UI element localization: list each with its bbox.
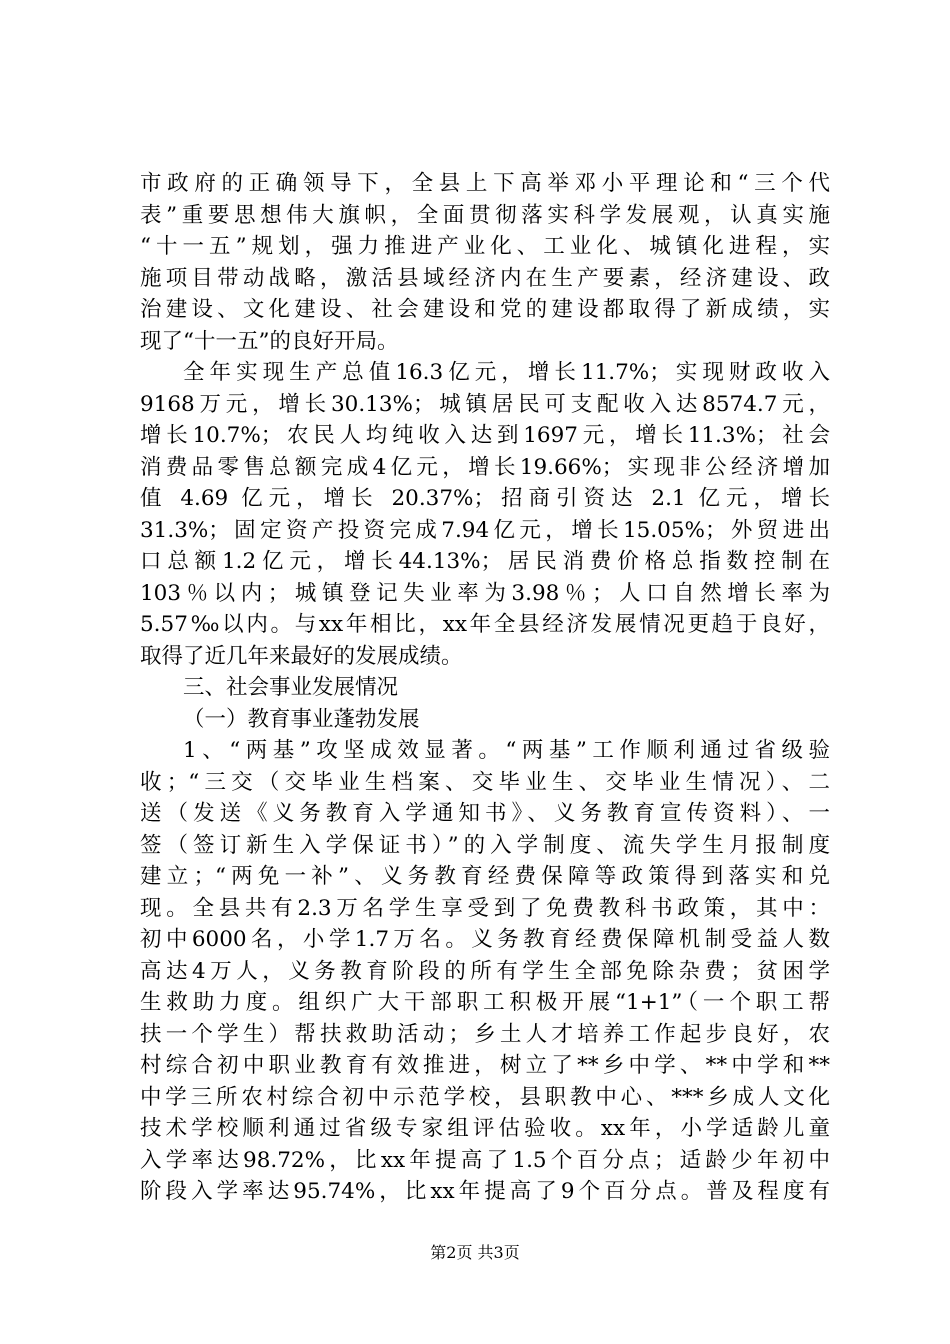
text-line: 5.57‰以内。与xx年相比，xx年全县经济发展情况更趋于良好， xyxy=(140,612,830,637)
text-line: 31.3%；固定资产投资完成7.94亿元，增长15.05%；外贸进出 xyxy=(140,517,830,543)
section-heading: 三、社会事业发展情况 xyxy=(183,675,399,700)
text-line: 值 4.69 亿元，增长 20.37%；招商引资达 2.1 亿元，增长 xyxy=(140,486,830,511)
text-line: 现了“十一五”的良好开局。 xyxy=(140,328,399,354)
text-line: 103％以内；城镇登记失业率为3.98％；人口自然增长率为 xyxy=(140,580,830,606)
text-line: 高达4万人，义务教育阶段的所有学生全部免除杂费；贫困学 xyxy=(140,958,830,984)
text-line: 增长10.7%；农民人均纯收入达到1697元，增长11.3%；社会 xyxy=(140,423,830,448)
text-line: 口总额1.2亿元，增长44.13%；居民消费价格总指数控制在 xyxy=(140,549,830,574)
text-line: 1、“两基”攻坚成效显著。“两基”工作顺利通过省级验 xyxy=(183,738,830,763)
text-line: 全年实现生产总值16.3亿元，增长11.7%；实现财政收入 xyxy=(183,360,830,385)
text-line: 9168万元，增长30.13%；城镇居民可支配收入达8574.7元， xyxy=(140,391,830,417)
text-line: 技术学校顺利通过省级专家组评估验收。xx年，小学适龄儿童 xyxy=(140,1116,830,1141)
page-number: 第2页 共3页 xyxy=(430,1243,520,1262)
text-line: 初中6000名，小学1.7万名。义务教育经费保障机制受益人数 xyxy=(140,927,830,952)
text-line: “十一五”规划，强力推进产业化、工业化、城镇化进程，实 xyxy=(140,234,830,259)
text-line: 扶一个学生）帮扶救助活动；乡土人才培养工作起步良好，农 xyxy=(140,1021,830,1047)
text-line: 收；“三交（交毕业生档案、交毕业生、交毕业生情况）、二 xyxy=(140,769,830,795)
text-line: 取得了近几年来最好的发展成绩。 xyxy=(140,643,463,669)
text-line: 入学率达98.72%，比xx年提高了1.5个百分点；适龄少年初中 xyxy=(140,1147,830,1173)
text-line: 施项目带动战略，激活县域经济内在生产要素，经济建设、政 xyxy=(140,265,830,291)
text-line: 建立；“两免一补”、义务教育经费保障等政策得到落实和兑 xyxy=(140,864,830,889)
text-line: 阶段入学率达95.74%，比xx年提高了9个百分点。普及程度有 xyxy=(140,1179,830,1204)
text-line: 中学三所农村综合初中示范学校，县职教中心、***乡成人文化 xyxy=(140,1084,830,1110)
text-line: 市政府的正确领导下，全县上下高举邓小平理论和“三个代 xyxy=(140,171,830,196)
text-line: 村综合初中职业教育有效推进，树立了**乡中学、**中学和** xyxy=(140,1053,830,1078)
text-line: 签（签订新生入学保证书）”的入学制度、流失学生月报制度 xyxy=(140,832,830,858)
text-line: 治建设、文化建设、社会建设和党的建设都取得了新成绩，实 xyxy=(140,297,830,322)
text-line: 现。全县共有2.3万名学生享受到了免费教科书政策，其中： xyxy=(140,895,830,921)
text-line: 表”重要思想伟大旗帜，全面贯彻落实科学发展观，认真实施 xyxy=(140,202,830,228)
text-line: 送（发送《义务教育入学通知书》、义务教育宣传资料）、一 xyxy=(140,801,830,826)
subsection-heading: （一）教育事业蓬勃发展 xyxy=(183,706,420,732)
body-text xyxy=(140,168,830,1208)
text-line: 消费品零售总额完成4亿元，增长19.66%；实现非公经济增加 xyxy=(140,454,830,480)
text-line: 生救助力度。组织广大干部职工积极开展“1+1”（一个职工帮 xyxy=(140,990,830,1015)
